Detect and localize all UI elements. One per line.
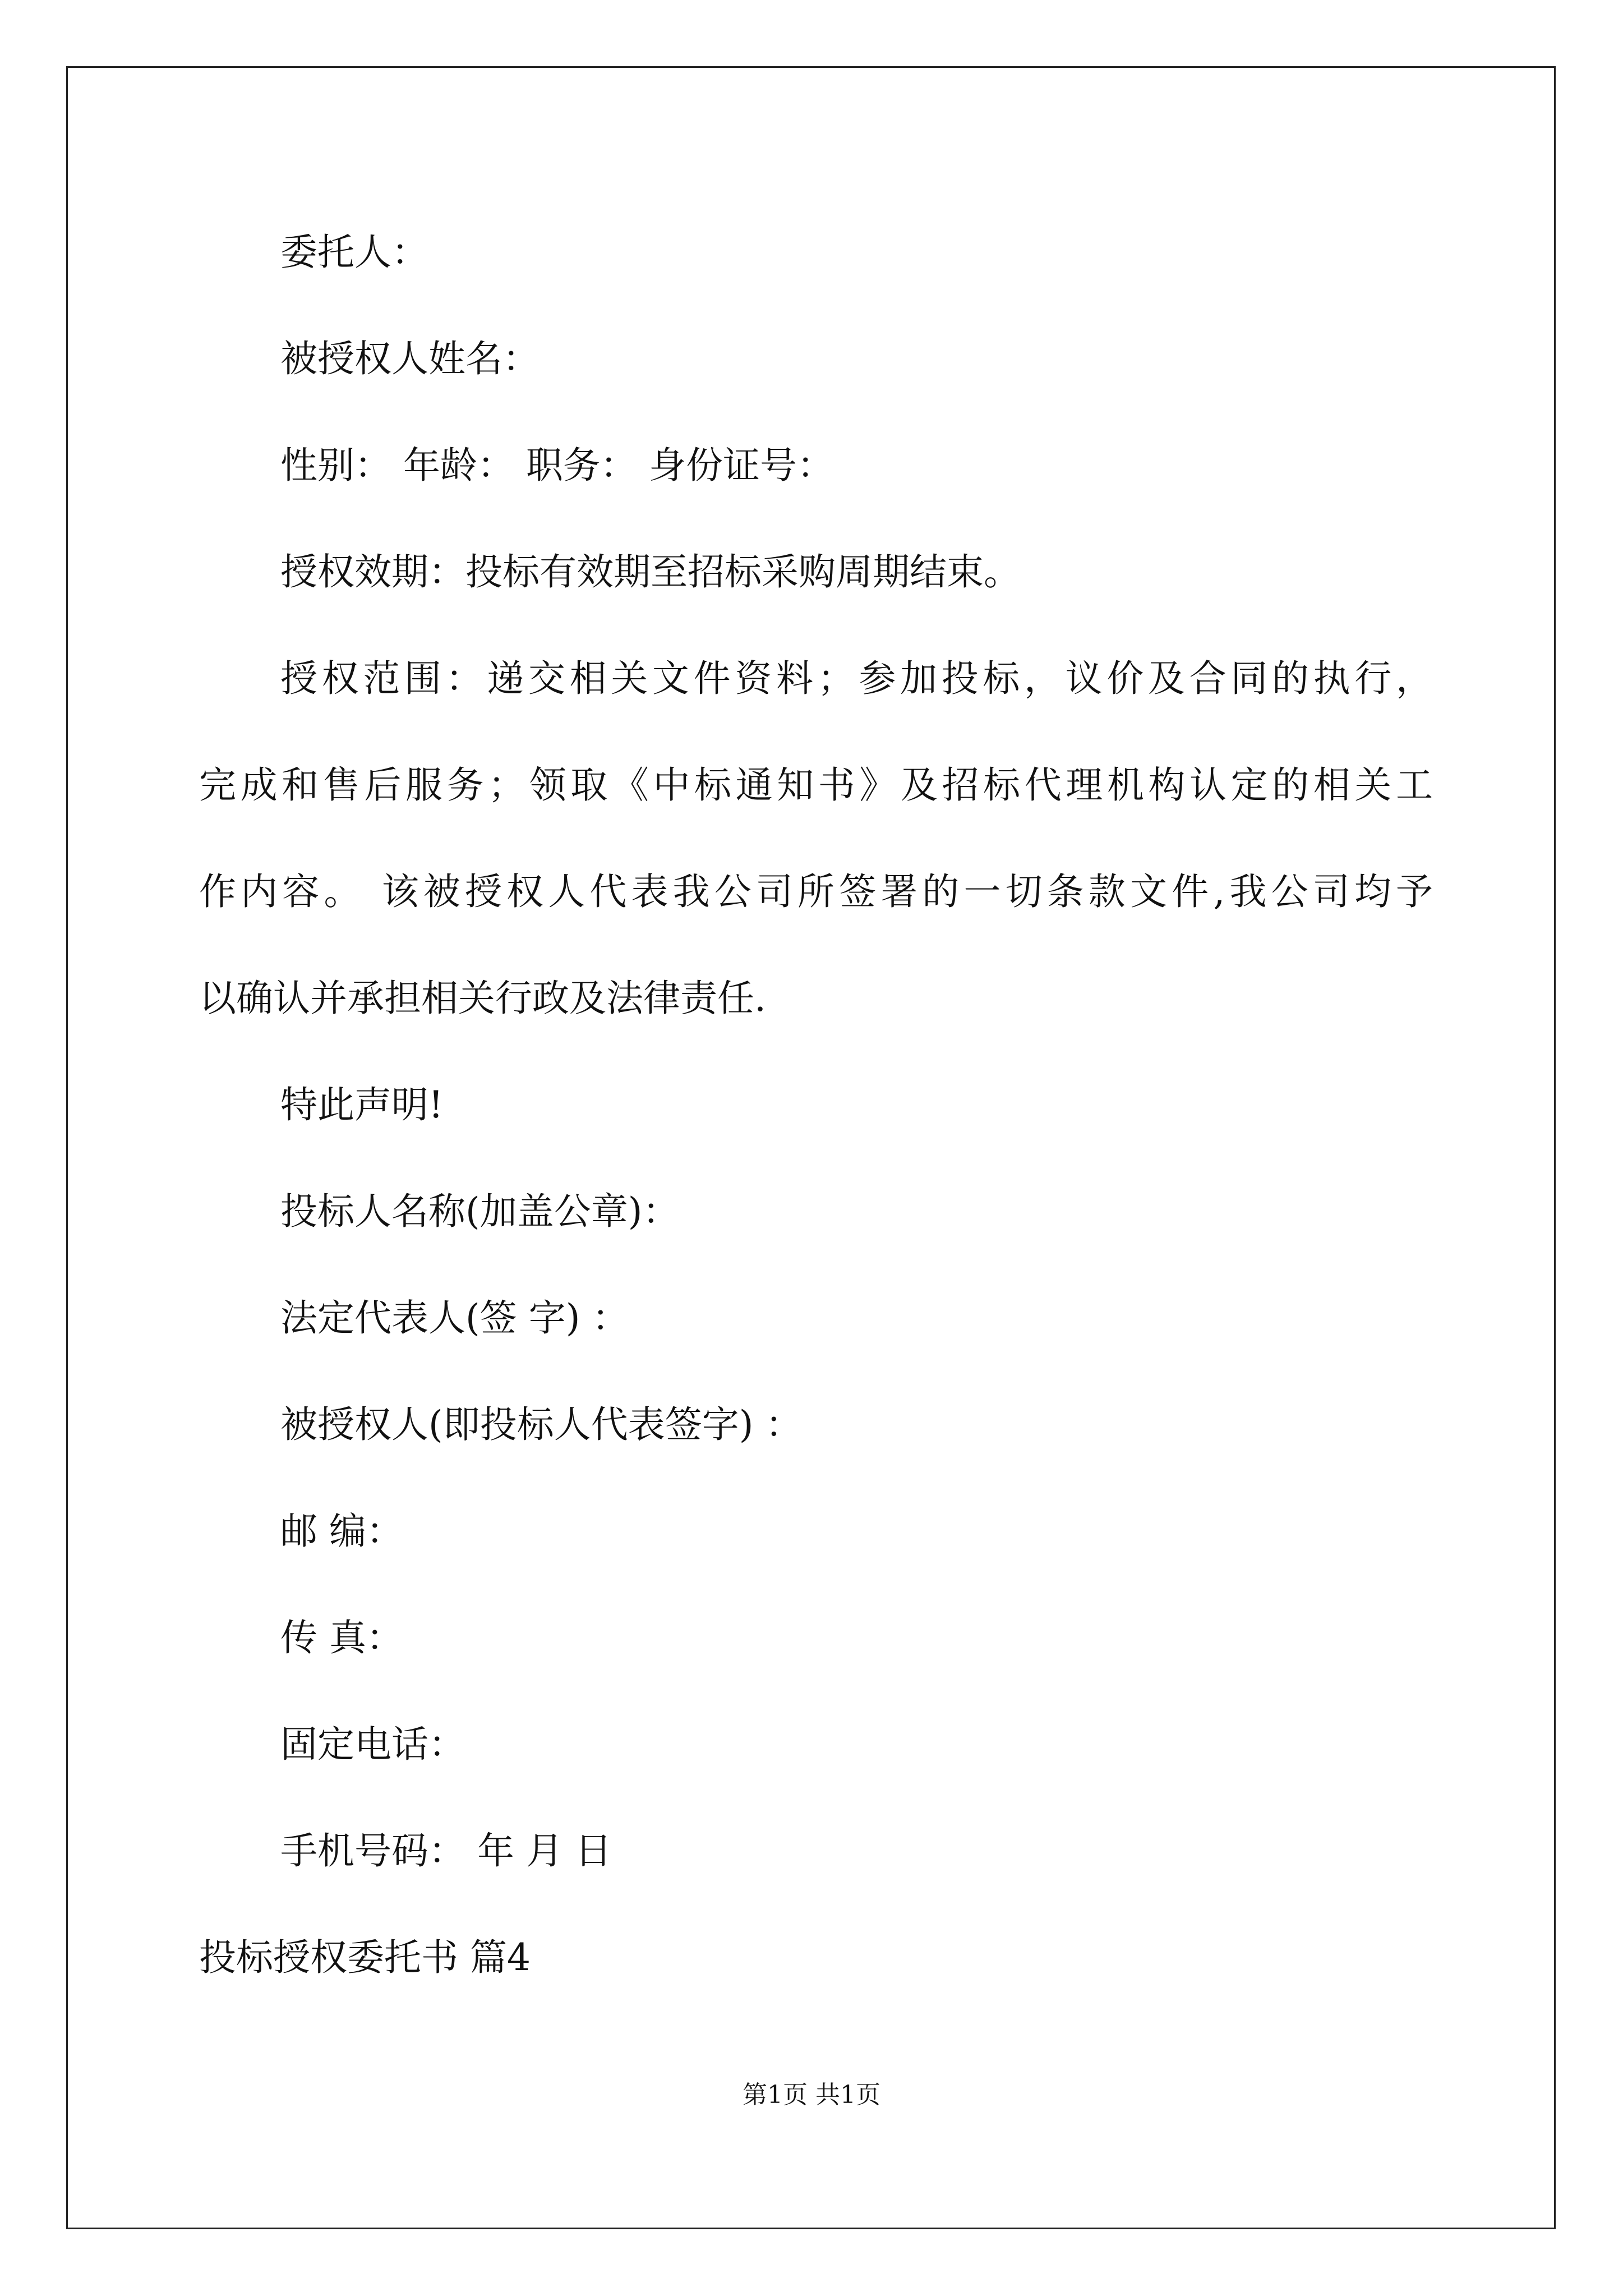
line-personal-info: 性别： 年龄： 职务： 身份证号： <box>280 444 834 487</box>
page-number: 第1页 共1页 <box>743 2081 880 2109</box>
line-authorized-signature: 被授权人(即投标人代表签字) ： <box>280 1403 803 1446</box>
line-scope-3: 作内容。 该被授权人代表我公司所签署的一切条款文件,我公司均予 <box>199 870 1433 913</box>
line-bidder-name: 投标人名称(加盖公章)： <box>280 1190 680 1233</box>
line-declaration: 特此声明! <box>280 1083 444 1126</box>
section-heading: 投标授权委托书 篇4 <box>199 1936 531 1979</box>
line-landline: 固定电话： <box>280 1723 465 1766</box>
page-frame <box>66 66 1556 2229</box>
line-scope-1: 授权范围：递交相关文件资料；参加投标，议价及合同的执行， <box>280 657 1433 700</box>
line-fax: 传 真： <box>280 1616 403 1659</box>
line-postal-code: 邮 编： <box>280 1510 403 1553</box>
line-scope-2: 完成和售后服务；领取《中标通知书》及招标代理机构认定的相关工 <box>199 763 1433 807</box>
line-legal-rep: 法定代表人(签 字) ： <box>280 1296 629 1340</box>
line-authorized-name: 被授权人姓名： <box>280 337 540 380</box>
line-validity-period: 授权效期：投标有效期至招标采购周期结束。 <box>280 550 1021 593</box>
line-scope-4: 以确认并承担相关行政及法律责任. <box>199 977 766 1020</box>
line-mobile-date: 手机号码： 年 月 日 <box>280 1829 612 1872</box>
line-entrusting-party: 委托人： <box>280 231 428 274</box>
